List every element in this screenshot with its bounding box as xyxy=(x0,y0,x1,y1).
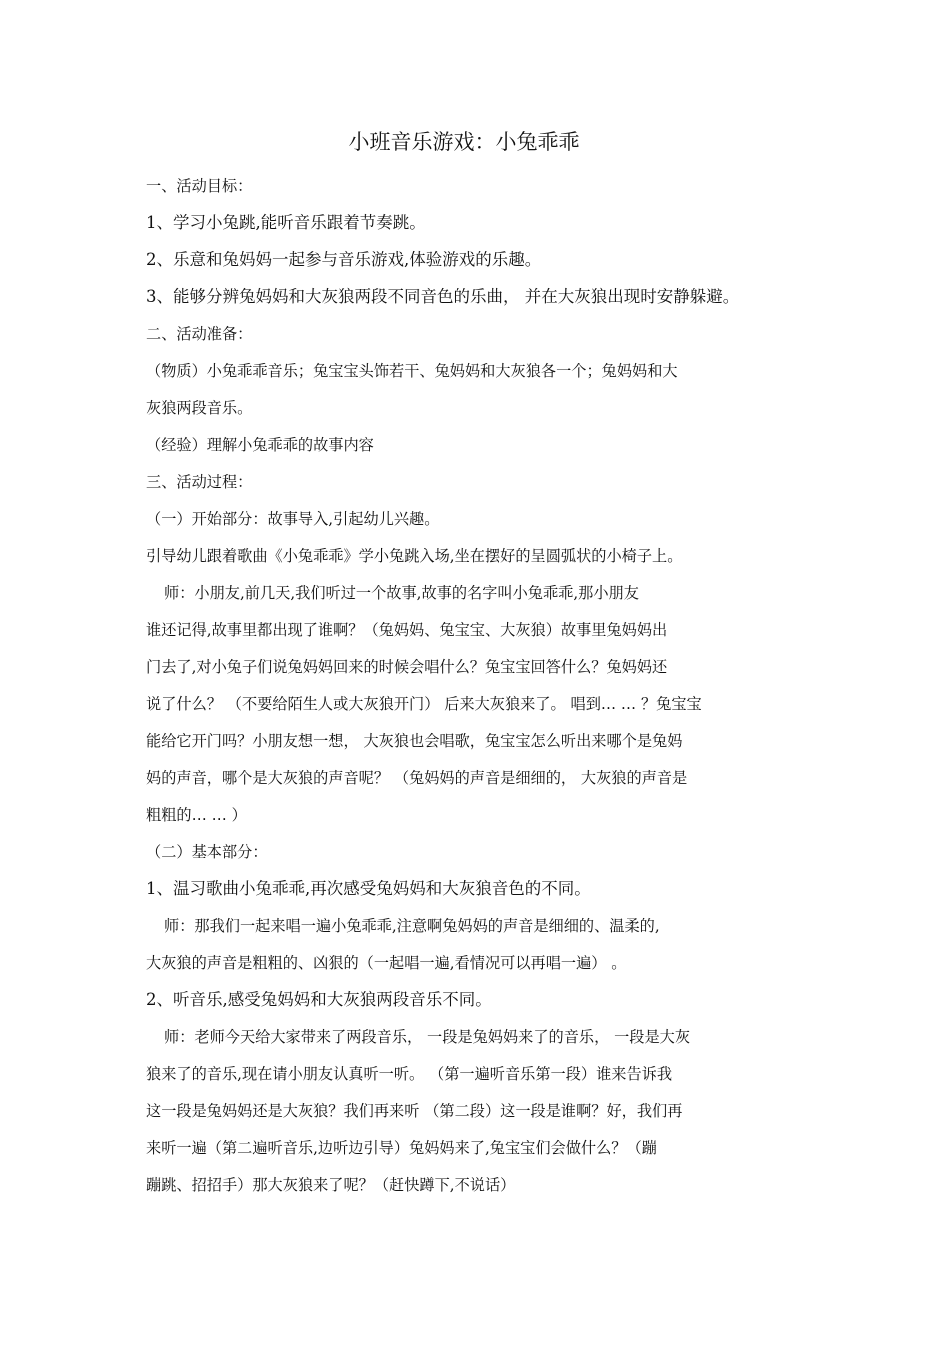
text-line: 一、活动目标： xyxy=(146,177,253,195)
text-line: 师：小朋友,前几天,我们听过一个故事,故事的名字叫小兔乖乖,那小朋友 xyxy=(164,584,639,602)
text-line: 这一段是兔妈妈还是大灰狼？我们再来听 （第二段）这一段是谁啊？好，我们再 xyxy=(146,1102,683,1120)
text-line: 妈的声音，哪个是大灰狼的声音呢？ （兔妈妈的声音是细细的， 大灰狼的声音是 xyxy=(146,769,688,787)
text-line: （一）开始部分：故事导入,引起幼儿兴趣。 xyxy=(146,510,440,528)
text-line: 粗粗的… … ） xyxy=(146,806,247,824)
text-line: 蹦跳、招招手）那大灰狼来了呢？（赶快蹲下,不说话） xyxy=(146,1176,516,1194)
text-line: 来听一遍（第二遍听音乐,边听边引导）兔妈妈来了,兔宝宝们会做什么？（蹦 xyxy=(146,1139,657,1157)
text-line: （二）基本部分： xyxy=(146,843,268,861)
text-line: 引导幼儿跟着歌曲《小兔乖乖》学小兔跳入场,坐在摆好的呈圆弧状的小椅子上。 xyxy=(146,547,683,565)
document-title: 小班音乐游戏：小兔乖乖 xyxy=(348,130,580,154)
text-line: 能给它开门吗？小朋友想一想， 大灰狼也会唱歌，兔宝宝怎么听出来哪个是兔妈 xyxy=(146,732,683,750)
text-line: 狼来了的音乐,现在请小朋友认真听一听。 （第一遍听音乐第一段）谁来告诉我 xyxy=(146,1065,673,1083)
text-line: 师：老师今天给大家带来了两段音乐， 一段是兔妈妈来了的音乐， 一段是大灰 xyxy=(164,1028,691,1046)
text-line: 2、乐意和兔妈妈一起参与音乐游戏,体验游戏的乐趣。 xyxy=(146,250,542,269)
text-line: 灰狼两段音乐。 xyxy=(146,399,253,417)
text-line: 门去了,对小兔子们说兔妈妈回来的时候会唱什么？兔宝宝回答什么？兔妈妈还 xyxy=(146,658,668,676)
text-line: 三、活动过程： xyxy=(146,473,253,491)
text-line: 说了什么？ （不要给陌生人或大灰狼开门） 后来大灰狼来了。 唱到… … ？兔宝宝 xyxy=(146,695,702,713)
text-line: 1、温习歌曲小兔乖乖,再次感受兔妈妈和大灰狼音色的不同。 xyxy=(146,879,591,898)
text-line: 师：那我们一起来唱一遍小兔乖乖,注意啊兔妈妈的声音是细细的、温柔的, xyxy=(164,917,660,935)
document-body xyxy=(146,172,826,1208)
text-line: 3、能够分辨兔妈妈和大灰狼两段不同音色的乐曲， 并在大灰狼出现时安静躲避。 xyxy=(146,287,740,306)
text-line: 1、学习小兔跳,能听音乐跟着节奏跳。 xyxy=(146,213,426,232)
text-line: （物质）小兔乖乖音乐；兔宝宝头饰若干、兔妈妈和大灰狼各一个；兔妈妈和大 xyxy=(146,362,678,380)
text-line: 2、听音乐,感受兔妈妈和大灰狼两段音乐不同。 xyxy=(146,990,492,1009)
text-line: 二、活动准备： xyxy=(146,325,253,343)
text-line: 大灰狼的声音是粗粗的、凶狠的（一起唱一遍,看情况可以再唱一遍） 。 xyxy=(146,954,627,972)
text-line: （经验）理解小兔乖乖的故事内容 xyxy=(146,436,374,454)
text-line: 谁还记得,故事里都出现了谁啊？（兔妈妈、兔宝宝、大灰狼）故事里兔妈妈出 xyxy=(146,621,668,639)
